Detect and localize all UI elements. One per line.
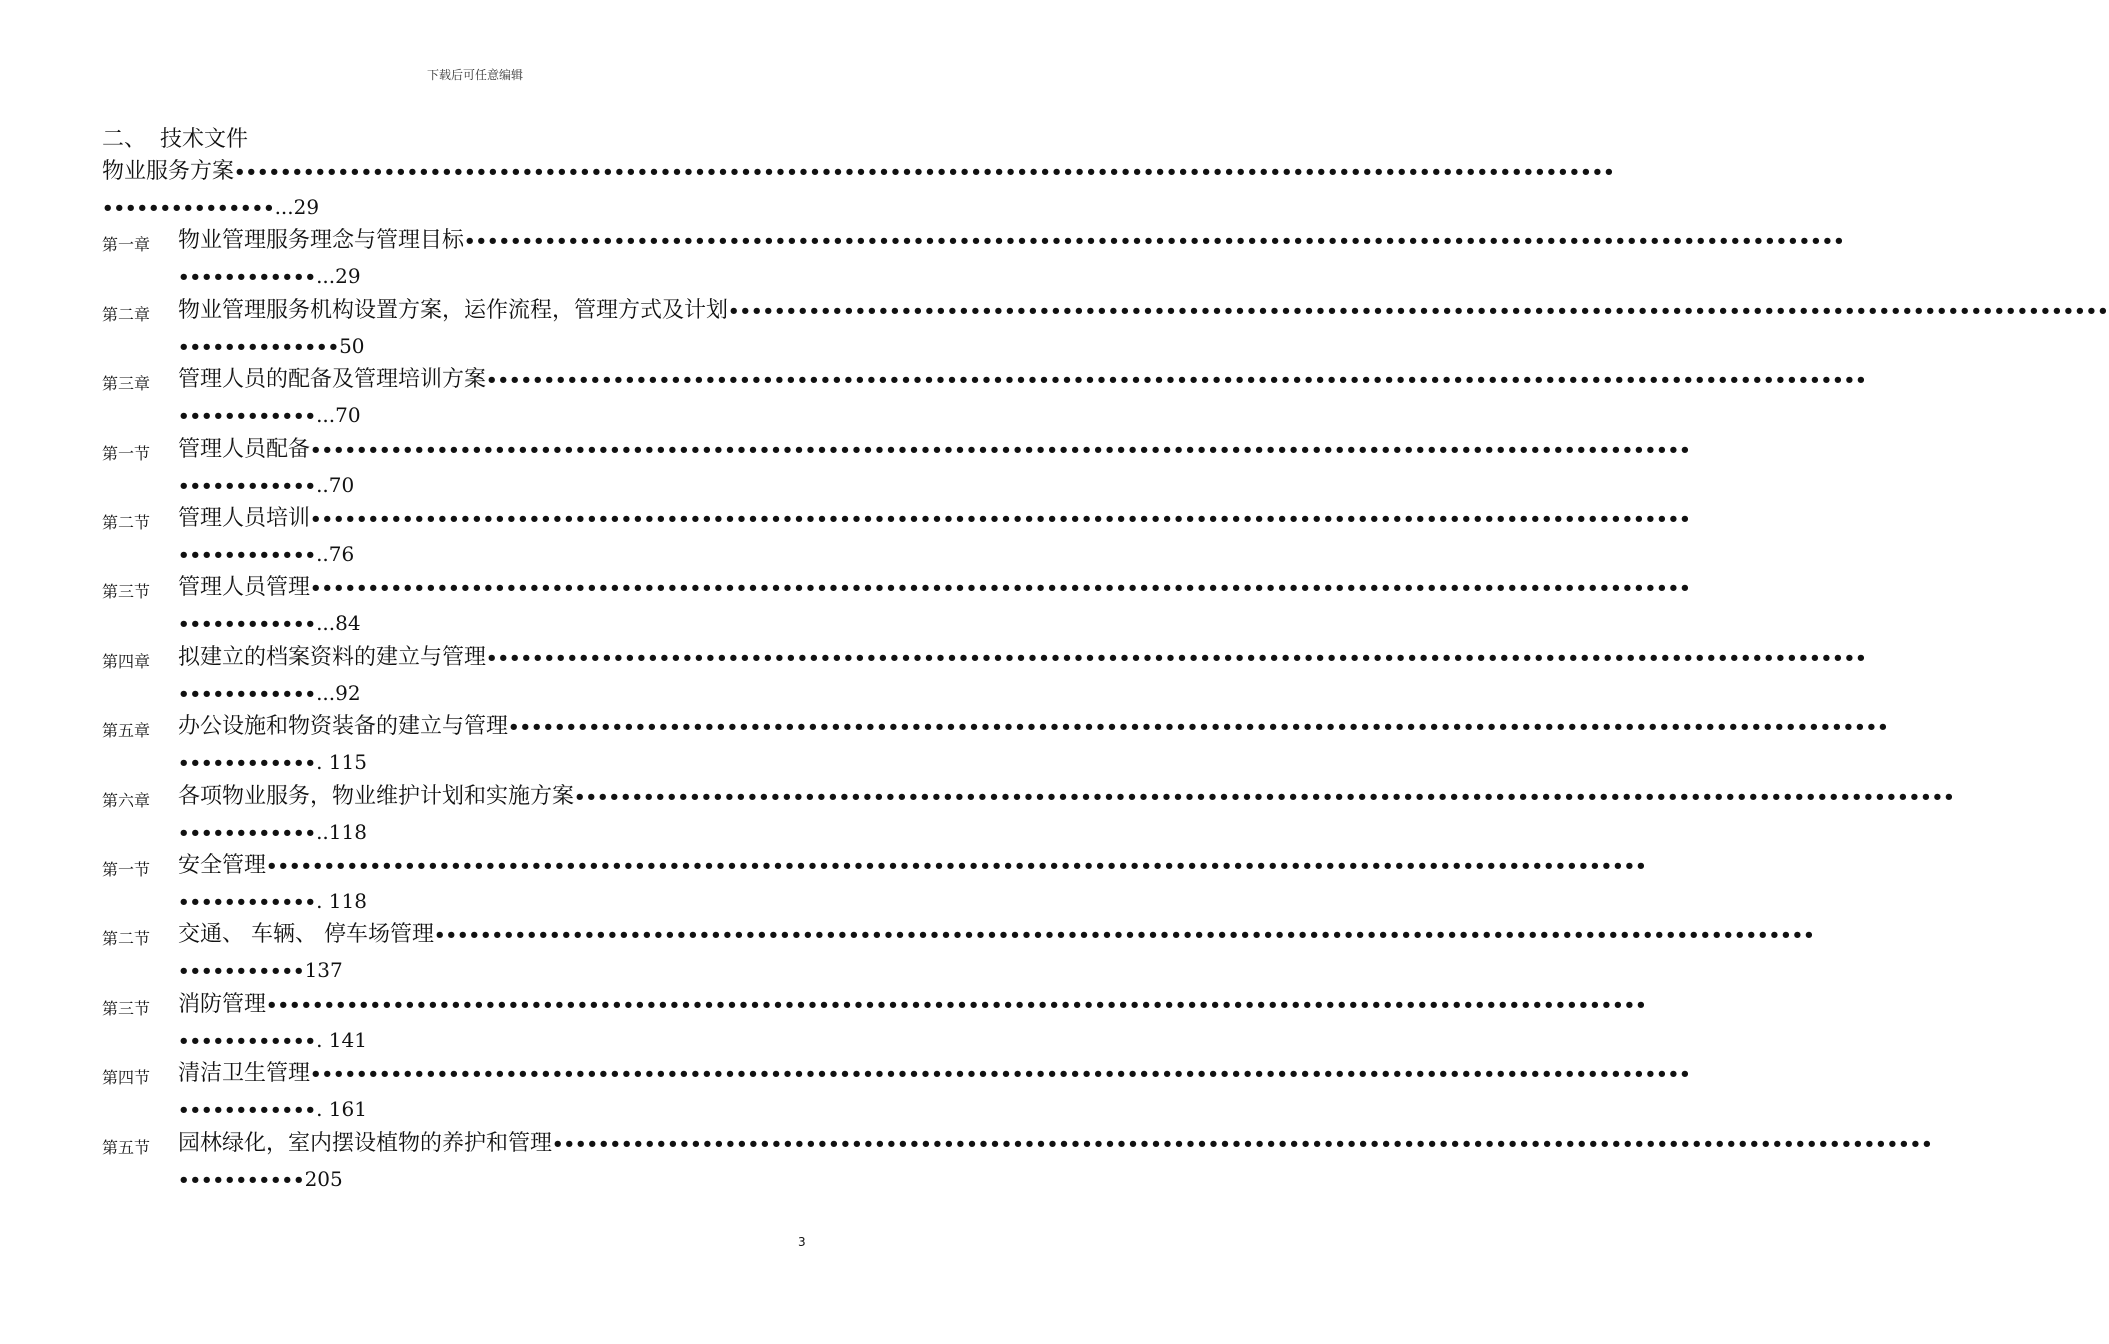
dot-leader: •••••••••••••••••••••••••••••••••••••••••••••••••••••••••••••••••••••••••••••••••••••••••••••••••••••••••••••••••••••••• <box>266 856 1647 877</box>
toc-entry-label: 第四章 <box>102 652 151 671</box>
toc-entry-title: 物业管理服务理念与管理目标 <box>178 228 465 253</box>
page-header: 下载后可任意编辑 <box>426 68 523 82</box>
toc-entry-title: 安全管理 <box>178 853 267 878</box>
toc-entry-title: 交通、 车辆、 停车场管理 <box>178 922 434 947</box>
dot-leader: •••••••••••••••••••••••••••••••••••••••••••••••••••••••••••••••••••••••••••••••••••••••••••••••••••••••••••••••••••••••• <box>234 162 1615 183</box>
dot-leader: •••••••••••• <box>178 545 317 566</box>
toc-entry-label: 第五章 <box>102 721 151 740</box>
toc-entry-title: 各项物业服务，物业维护计划和实施方案 <box>178 784 575 809</box>
dot-leader: •••••••••••••••••••••••••••••••••••••••••••••••••••••••••••••••••••••••••••••••••••••••••••••••••••••••••••••••••••••••• <box>508 717 1889 738</box>
dot-leader: •••••••••••••••••••••••••••••••••••••••••••••••••••••••••••••••••••••••••••••••••••••••••••••••••••••••••••••••••••••••• <box>310 440 1691 461</box>
toc-entry-page: ...29 <box>316 264 361 288</box>
dot-leader: •••••••••••• <box>178 892 317 913</box>
toc-entry-title: 管理人员的配备及管理培训方案 <box>178 367 487 392</box>
dot-leader: •••••••••••• <box>178 684 317 705</box>
toc-entry-page: ..118 <box>316 820 367 844</box>
toc-entry-title: 办公设施和物资装备的建立与管理 <box>178 714 509 739</box>
toc-entry-page: ...92 <box>316 681 361 705</box>
toc-entry-page: ...84 <box>316 611 361 635</box>
toc-entry-label: 第五节 <box>102 1138 151 1157</box>
section-title: 技术文件 <box>160 127 249 152</box>
toc-entry-label: 第六章 <box>102 791 151 810</box>
dot-leader: •••••••••••••••••••••••••••••••••••••••••••••••••••••••••••••••••••••••••••••••••••••••••••••••••••••••••••••••••••••••• <box>464 231 1845 252</box>
dot-leader: •••••••••••• <box>178 476 317 497</box>
toc-entry-title: 园林绿化，室内摆设植物的养护和管理 <box>178 1131 553 1156</box>
toc-entry-page: . 115 <box>316 750 367 774</box>
section-number: 二、 <box>102 127 147 152</box>
toc-entry-page: 137 <box>304 958 343 982</box>
toc-entry-page: ..76 <box>316 542 355 566</box>
dot-leader: •••••••••••••••••••••••••••••••••••••••••••••••••••••••••••••••••••••••••••••••••••••••••••••••••••••••••••••••••••••••• <box>728 301 2109 322</box>
toc-entry-page: ...70 <box>316 403 361 427</box>
dot-leader: •••••••••••• <box>178 267 317 288</box>
page-number: 3 <box>798 1235 806 1249</box>
dot-leader: ••••••••••• <box>178 1170 305 1191</box>
toc-entry-page: 205 <box>304 1167 343 1191</box>
dot-leader: •••••••••••••• <box>178 337 340 358</box>
dot-leader: •••••••••••• <box>178 823 317 844</box>
toc-entry-label: 第二节 <box>102 929 151 948</box>
toc-entry-title: 消防管理 <box>178 992 267 1017</box>
dot-leader: ••••••••••• <box>178 961 305 982</box>
toc-entry-title: 拟建立的档案资料的建立与管理 <box>178 645 487 670</box>
toc-entry-title: 管理人员配备 <box>178 437 311 462</box>
dot-leader: •••••••••••• <box>178 1031 317 1052</box>
dot-leader: •••••••••••••••••••••••••••••••••••••••••••••••••••••••••••••••••••••••••••••••••••••••••••••••••••••••••••••••••••••••• <box>310 578 1691 599</box>
section-heading <box>102 122 248 153</box>
toc-entry-page: . 161 <box>316 1097 367 1121</box>
dot-leader: •••••••••••• <box>178 1100 317 1121</box>
toc-entry-label: 第二章 <box>102 305 151 324</box>
dot-leader: •••••••••••••••••••••••••••••••••••••••••••••••••••••••••••••••••••••••••••••••••••••••••••••••••••••••••••••••••••••••• <box>552 1134 1933 1155</box>
toc-entry-page: . 141 <box>316 1028 367 1052</box>
toc-entry-label: 第二节 <box>102 513 151 532</box>
toc-entry-title: 物业服务方案 <box>102 159 235 184</box>
dot-leader: •••••••••••••••••••••••••••••••••••••••••••••••••••••••••••••••••••••••••••••••••••••••••••••••••••••••••••••••••••••••• <box>434 925 1815 946</box>
toc-entry-label: 第四节 <box>102 1068 151 1087</box>
dot-leader: •••••••••••••••••••••••••••••••••••••••••••••••••••••••••••••••••••••••••••••••••••••••••••••••••••••••••••••••••••••••• <box>310 1064 1691 1085</box>
toc-entry-label: 第一节 <box>102 860 151 879</box>
toc-entry-label: 第一节 <box>102 444 151 463</box>
toc-entry-title: 物业管理服务机构设置方案，运作流程，管理方式及计划 <box>178 298 729 323</box>
dot-leader: •••••••••••• <box>178 753 317 774</box>
toc-entry-title: 管理人员培训 <box>178 506 311 531</box>
toc-entry-title: 清洁卫生管理 <box>178 1061 311 1086</box>
dot-leader: •••••••••••••••••••••••••••••••••••••••••••••••••••••••••••••••••••••••••••••••••••••••••••••••••••••••••••••••••••••••• <box>310 509 1691 530</box>
dot-leader: •••••••••••••••••••••••••••••••••••••••••••••••••••••••••••••••••••••••••••••••••••••••••••••••••••••••••••••••••••••••• <box>486 370 1867 391</box>
dot-leader: •••••••••••• <box>178 614 317 635</box>
dot-leader: •••••••••••••••••••••••••••••••••••••••••••••••••••••••••••••••••••••••••••••••••••••••••••••••••••••••••••••••••••••••• <box>486 648 1867 669</box>
toc-entry-label: 第三节 <box>102 582 151 601</box>
toc-entry-page: . 118 <box>316 889 367 913</box>
toc-entry-label: 第一章 <box>102 235 151 254</box>
dot-leader: •••••••••••••••••••••••••••••••••••••••••••••••••••••••••••••••••••••••••••••••••••••••••••••••••••••••••••••••••••••••• <box>574 787 1955 808</box>
toc-entry-label: 第三章 <box>102 374 151 393</box>
dot-leader: ••••••••••••••• <box>102 198 275 219</box>
dot-leader: •••••••••••••••••••••••••••••••••••••••••••••••••••••••••••••••••••••••••••••••••••••••••••••••••••••••••••••••••••••••• <box>266 995 1647 1016</box>
toc-entry-label: 第三节 <box>102 999 151 1018</box>
toc-entry-title: 管理人员管理 <box>178 575 311 600</box>
toc-entry-page: ...29 <box>274 195 320 219</box>
toc-entry-page: 50 <box>339 334 365 358</box>
dot-leader: •••••••••••• <box>178 406 317 427</box>
toc-entry-page: ..70 <box>316 473 355 497</box>
